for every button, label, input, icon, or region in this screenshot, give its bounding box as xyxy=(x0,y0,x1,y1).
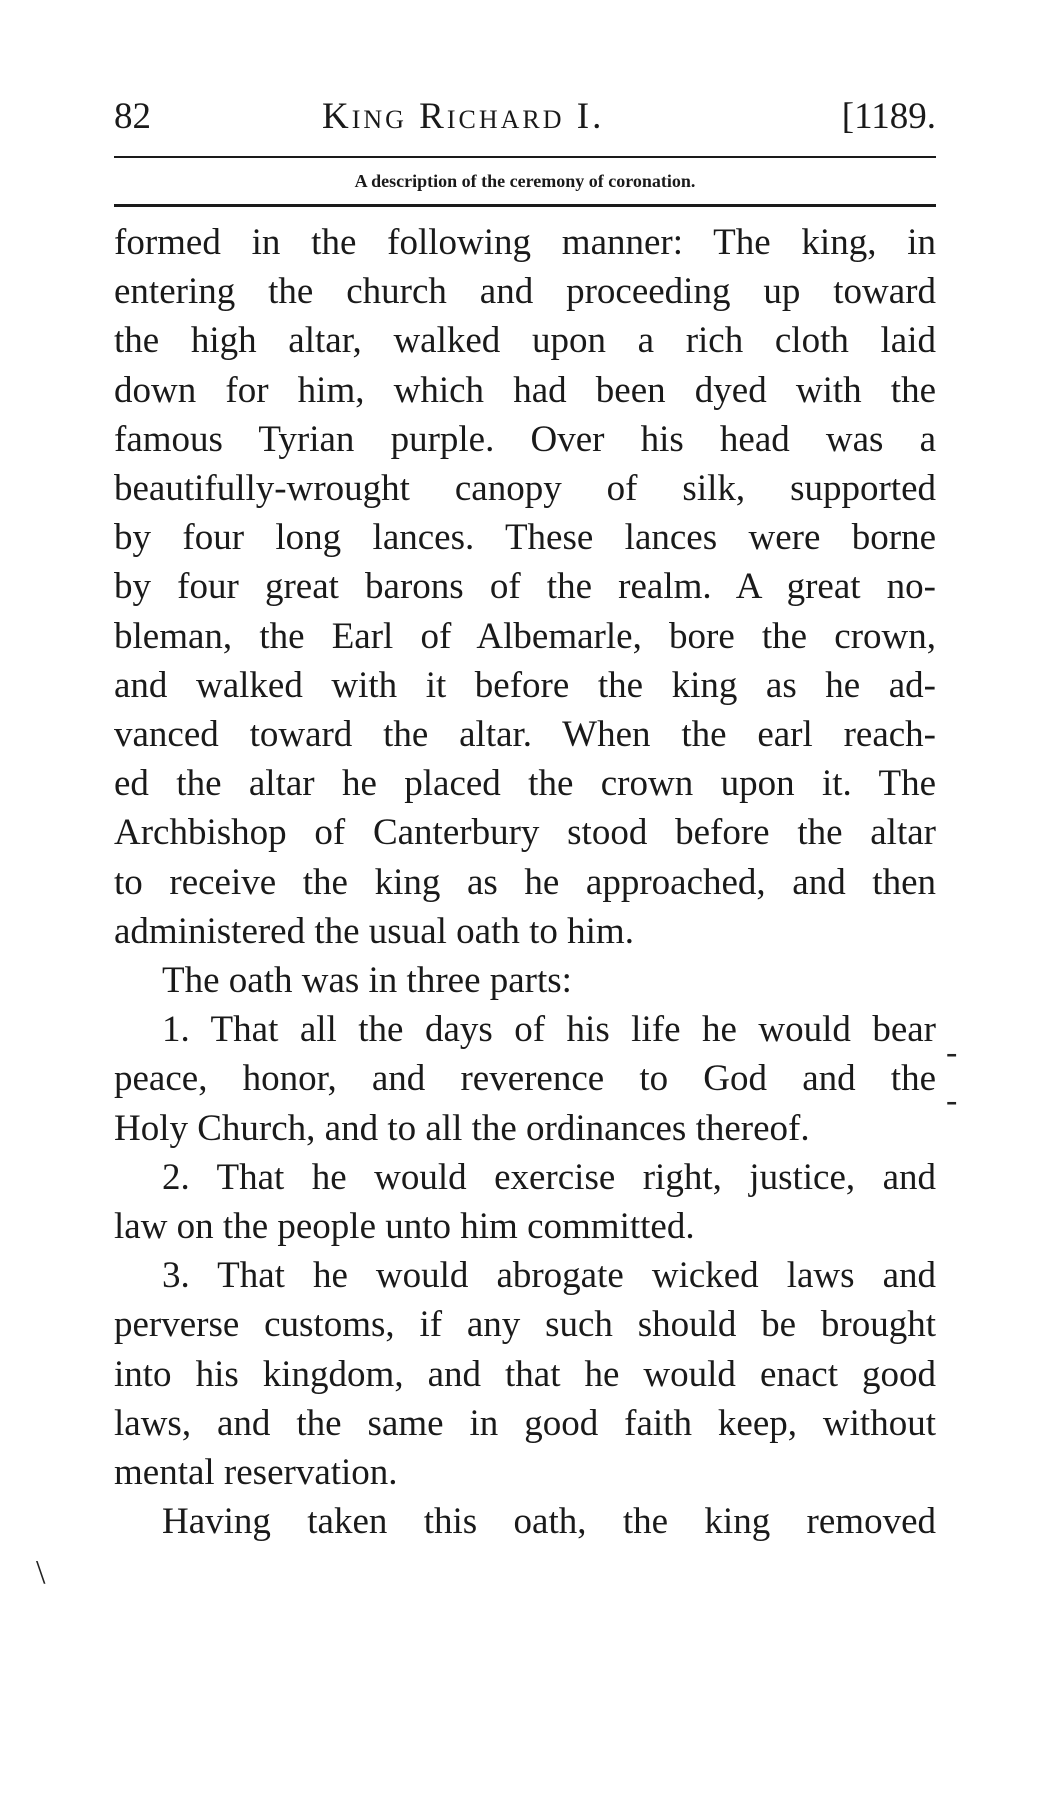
text-line: entering the church and proceeding up toward xyxy=(114,271,936,313)
text-line: by four long lances. These lances were borne xyxy=(114,517,936,559)
text-line: down for him, which had been dyed with the xyxy=(114,369,936,411)
header-rule-top xyxy=(114,156,936,158)
year-marker: [1189. xyxy=(841,96,936,137)
text-line: Archbishop of Canterbury stood before the altar xyxy=(114,812,936,854)
text-line: mental reservation. xyxy=(114,1452,398,1494)
text-line: formed in the following manner: The king, in xyxy=(114,222,936,263)
text-line: Holy Church, and to all the ordinances thereof. xyxy=(114,1107,810,1149)
margin-mark: \ xyxy=(36,1554,46,1591)
text-line: famous Tyrian purple. Over his head was a xyxy=(114,418,936,460)
text-line: vanced toward the altar. When the earl reach- xyxy=(114,714,936,756)
running-head xyxy=(114,92,936,142)
text-line: ed the altar he placed the crown upon it. The xyxy=(114,763,936,805)
text-line: bleman, the Earl of Albemarle, bore the crown, xyxy=(114,615,936,657)
text-line: peace, honor, and reverence to God and the xyxy=(114,1058,936,1100)
text-line: beautifully-wrought canopy of silk, supported xyxy=(114,468,936,510)
text-line: to receive the king as he approached, and then xyxy=(114,861,936,903)
page-number: 82 xyxy=(114,96,151,137)
text-line: 1. That all the days of his life he would bear xyxy=(162,1009,936,1051)
text-line: and walked with it before the king as he ad- xyxy=(114,664,936,706)
margin-mark: - xyxy=(946,1034,958,1071)
section-caption: A description of the ceremony of coronation. xyxy=(354,171,696,191)
book-title: King Richard I. xyxy=(322,96,605,137)
text-line: the high altar, walked upon a rich cloth laid xyxy=(114,320,936,362)
body-text xyxy=(114,218,936,1546)
text-line: The oath was in three parts: xyxy=(162,960,572,1002)
margin-mark: - xyxy=(946,1082,958,1119)
text-line: 2. That he would exercise right, justice, and xyxy=(162,1156,936,1198)
text-line: law on the people unto him committed. xyxy=(114,1206,695,1248)
text-line: administered the usual oath to him. xyxy=(114,910,634,952)
header-rule-bottom xyxy=(114,204,936,207)
text-line: laws, and the same in good faith keep, without xyxy=(114,1402,936,1444)
text-line: Having taken this oath, the king removed xyxy=(162,1501,936,1543)
text-line: perverse customs, if any such should be brought xyxy=(114,1304,936,1346)
text-line: into his kingdom, and that he would enact good xyxy=(114,1353,936,1395)
text-line: by four great barons of the realm. A great no- xyxy=(114,566,936,608)
text-line: 3. That he would abrogate wicked laws and xyxy=(162,1255,936,1297)
